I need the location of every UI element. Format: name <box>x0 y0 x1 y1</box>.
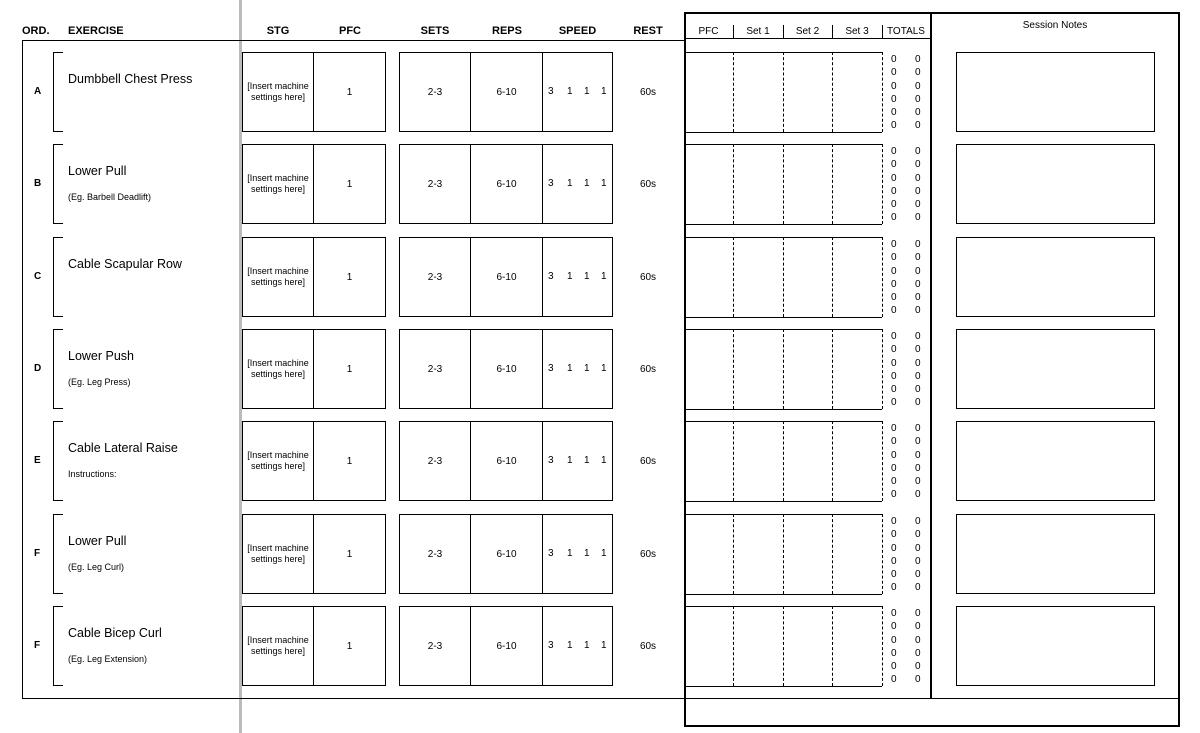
speed-digit: 1 <box>584 640 590 651</box>
total-value: 0 <box>891 647 897 659</box>
stg-settings[interactable]: [Insert machine settings here] <box>247 266 309 287</box>
log-row-bottom <box>684 501 882 502</box>
speed-digit: 1 <box>601 548 607 559</box>
exercise-note: (Eg. Leg Extension) <box>68 654 148 664</box>
log-pfc-cell[interactable] <box>685 515 732 593</box>
speed-digit: 3 <box>548 271 554 282</box>
header-ord: ORD. <box>22 25 50 37</box>
speed-digit: 1 <box>584 455 590 466</box>
speed-digit: 1 <box>567 271 573 282</box>
rest-value: 60s <box>639 271 657 283</box>
total-value: 0 <box>891 278 897 290</box>
speed-digit: 1 <box>601 455 607 466</box>
log-set-divider <box>882 329 883 409</box>
total-value: 0 <box>891 292 897 304</box>
log-header-sep <box>882 25 883 38</box>
sets-value: 2-3 <box>427 363 443 375</box>
reps-value: 6-10 <box>496 455 517 467</box>
speed-digit: 1 <box>567 548 573 559</box>
totals-column <box>891 330 939 410</box>
log-set2-cell[interactable] <box>784 607 831 685</box>
total-value: 0 <box>891 608 897 619</box>
session-notes-box[interactable] <box>956 421 1155 501</box>
total-value: 0 <box>891 172 897 184</box>
total-value: 0 <box>891 54 897 65</box>
total-value: 0 <box>915 212 921 224</box>
total-value: 0 <box>891 199 897 211</box>
speed-digit: 3 <box>548 178 554 189</box>
total-value: 0 <box>915 516 921 527</box>
exercise-bracket <box>53 606 63 686</box>
pfc-value: 1 <box>346 271 353 283</box>
reps-speed-sep <box>542 52 543 132</box>
total-value: 0 <box>915 239 921 250</box>
total-value: 0 <box>915 370 921 382</box>
total-value: 0 <box>891 489 897 501</box>
log-set3-cell[interactable] <box>833 145 881 223</box>
total-value: 0 <box>915 344 921 356</box>
log-set-divider <box>882 237 883 317</box>
exercise-bracket <box>53 329 63 409</box>
total-value: 0 <box>915 159 921 171</box>
speed-digit: 1 <box>601 86 607 97</box>
totals-column <box>891 422 939 502</box>
speed-digit: 1 <box>567 363 573 374</box>
log-pfc-cell[interactable] <box>685 145 732 223</box>
log-set-divider <box>882 52 883 132</box>
session-notes-box[interactable] <box>956 144 1155 224</box>
log-set2-cell[interactable] <box>784 145 831 223</box>
total-value: 0 <box>915 621 921 633</box>
log-pfc-cell[interactable] <box>685 238 732 316</box>
total-value: 0 <box>891 212 897 224</box>
pfc-value: 1 <box>346 455 353 467</box>
total-value: 0 <box>891 146 897 157</box>
exercise-bracket <box>53 421 63 501</box>
total-value: 0 <box>891 239 897 250</box>
total-value: 0 <box>891 436 897 448</box>
exercise-name[interactable]: Dumbbell Chest Press <box>68 72 193 86</box>
total-value: 0 <box>891 462 897 474</box>
row-ord: A <box>34 86 42 97</box>
total-value: 0 <box>915 529 921 541</box>
speed-digit: 3 <box>548 86 554 97</box>
sets-value: 2-3 <box>427 86 443 98</box>
speed-digit: 1 <box>584 271 590 282</box>
total-value: 0 <box>891 305 897 317</box>
log-header-sep <box>832 25 833 38</box>
total-value: 0 <box>915 661 921 673</box>
exercise-name[interactable]: Cable Scapular Row <box>68 257 182 271</box>
log-set1-cell[interactable] <box>734 238 782 316</box>
log-set-divider <box>882 421 883 501</box>
total-value: 0 <box>891 331 897 342</box>
rest-value: 60s <box>639 363 657 375</box>
log-set3-cell[interactable] <box>833 422 881 500</box>
totals-column <box>891 515 939 595</box>
log-set-divider <box>882 606 883 686</box>
session-notes-box[interactable] <box>956 606 1155 686</box>
log-header-sep <box>733 25 734 38</box>
total-value: 0 <box>915 199 921 211</box>
header-rest: REST <box>633 25 663 37</box>
exercise-bracket <box>53 144 63 224</box>
speed-digit: 1 <box>601 640 607 651</box>
sets-value: 2-3 <box>427 271 443 283</box>
log-header-line <box>684 38 932 39</box>
total-value: 0 <box>915 608 921 619</box>
sets-value: 2-3 <box>427 178 443 190</box>
plan-left-line <box>22 40 23 699</box>
total-value: 0 <box>915 449 921 461</box>
reps-speed-sep <box>542 514 543 594</box>
total-value: 0 <box>915 185 921 197</box>
total-value: 0 <box>891 80 897 92</box>
exercise-name[interactable]: Lower Push <box>68 349 135 363</box>
log-set1-cell[interactable] <box>734 330 782 408</box>
total-value: 0 <box>915 67 921 79</box>
speed-digit: 1 <box>584 548 590 559</box>
sets-value: 2-3 <box>427 548 443 560</box>
rest-value: 60s <box>639 86 657 98</box>
total-value: 0 <box>891 357 897 369</box>
total-value: 0 <box>891 621 897 633</box>
speed-digit: 1 <box>601 271 607 282</box>
log-pfc-cell[interactable] <box>685 53 732 131</box>
rest-value: 60s <box>639 640 657 652</box>
reps-speed-sep <box>542 606 543 686</box>
pfc-value: 1 <box>346 363 353 375</box>
exercise-note: (Eg. Leg Curl) <box>68 562 125 572</box>
total-value: 0 <box>891 397 897 409</box>
total-value: 0 <box>891 107 897 119</box>
total-value: 0 <box>891 476 897 488</box>
session-notes-box[interactable] <box>956 52 1155 132</box>
total-value: 0 <box>915 305 921 317</box>
total-value: 0 <box>915 172 921 184</box>
sets-value: 2-3 <box>427 455 443 467</box>
log-row-bottom <box>684 409 882 410</box>
session-notes-box[interactable] <box>956 329 1155 409</box>
header-stg: STG <box>266 25 290 37</box>
reps-value: 6-10 <box>496 548 517 560</box>
total-value: 0 <box>915 107 921 119</box>
row-ord: C <box>34 271 42 282</box>
exercise-note: (Eg. Barbell Deadlift) <box>68 192 152 202</box>
stg-settings[interactable]: [Insert machine settings here] <box>247 358 309 379</box>
totals-column <box>891 238 939 318</box>
speed-digit: 3 <box>548 455 554 466</box>
row-ord: E <box>34 455 41 466</box>
exercise-bracket <box>53 237 63 317</box>
total-value: 0 <box>915 569 921 581</box>
reps-speed-sep <box>542 237 543 317</box>
reps-speed-sep <box>542 144 543 224</box>
log-set-divider <box>882 144 883 224</box>
log-set3-cell[interactable] <box>833 53 881 131</box>
exercise-bracket <box>53 514 63 594</box>
log-header-totals: TOTALS <box>887 26 925 37</box>
speed-digit: 1 <box>584 178 590 189</box>
session-notes-box[interactable] <box>956 237 1155 317</box>
session-notes-box[interactable] <box>956 514 1155 594</box>
total-value: 0 <box>915 647 921 659</box>
exercise-name[interactable]: Cable Bicep Curl <box>68 626 162 640</box>
total-value: 0 <box>915 674 921 686</box>
log-bottom-line <box>684 698 1180 699</box>
total-value: 0 <box>915 397 921 409</box>
log-set1-cell[interactable] <box>734 422 782 500</box>
total-value: 0 <box>915 489 921 501</box>
total-value: 0 <box>915 357 921 369</box>
log-pfc-cell[interactable] <box>685 607 732 685</box>
total-value: 0 <box>891 423 897 434</box>
total-value: 0 <box>891 370 897 382</box>
exercise-note: Instructions: <box>68 469 117 479</box>
total-value: 0 <box>891 120 897 132</box>
speed-digit: 3 <box>548 363 554 374</box>
log-set3-cell[interactable] <box>833 607 881 685</box>
log-header-sep <box>783 25 784 38</box>
total-value: 0 <box>915 436 921 448</box>
total-value: 0 <box>891 542 897 554</box>
stg-settings[interactable]: [Insert machine settings here] <box>247 450 309 471</box>
total-value: 0 <box>891 582 897 594</box>
total-value: 0 <box>891 67 897 79</box>
total-value: 0 <box>891 661 897 673</box>
row-ord: D <box>34 363 42 374</box>
rest-value: 60s <box>639 548 657 560</box>
speed-digit: 1 <box>567 178 573 189</box>
total-value: 0 <box>915 476 921 488</box>
header-speed: SPEED <box>558 25 597 37</box>
speed-digit: 1 <box>601 363 607 374</box>
log-set3-cell[interactable] <box>833 330 881 408</box>
total-value: 0 <box>915 542 921 554</box>
log-row-bottom <box>684 224 882 225</box>
total-value: 0 <box>915 278 921 290</box>
total-value: 0 <box>891 674 897 686</box>
total-value: 0 <box>891 93 897 105</box>
log-set1-cell[interactable] <box>734 515 782 593</box>
total-value: 0 <box>915 634 921 646</box>
reps-value: 6-10 <box>496 363 517 375</box>
total-value: 0 <box>915 80 921 92</box>
total-value: 0 <box>891 555 897 567</box>
header-sets: SETS <box>420 25 450 37</box>
total-value: 0 <box>891 569 897 581</box>
stg-settings[interactable]: [Insert machine settings here] <box>247 543 309 564</box>
speed-digit: 1 <box>567 640 573 651</box>
total-value: 0 <box>891 252 897 264</box>
rest-value: 60s <box>639 455 657 467</box>
log-set2-cell[interactable] <box>784 330 831 408</box>
stg-settings[interactable]: [Insert machine settings here] <box>247 635 309 656</box>
reps-value: 6-10 <box>496 178 517 190</box>
speed-digit: 3 <box>548 640 554 651</box>
speed-digit: 1 <box>584 363 590 374</box>
total-value: 0 <box>915 54 921 65</box>
exercise-note: (Eg. Leg Press) <box>68 377 131 387</box>
pfc-value: 1 <box>346 640 353 652</box>
log-header-pfc: PFC <box>698 26 719 37</box>
stg-settings[interactable]: [Insert machine settings here] <box>247 81 309 102</box>
log-header-set2: Set 2 <box>795 26 820 37</box>
log-set2-cell[interactable] <box>784 515 831 593</box>
log-row-bottom <box>684 594 882 595</box>
header-reps: REPS <box>492 25 522 37</box>
log-header-set1: Set 1 <box>746 26 770 37</box>
log-row-bottom <box>684 317 882 318</box>
total-value: 0 <box>915 331 921 342</box>
total-value: 0 <box>891 516 897 527</box>
total-value: 0 <box>891 265 897 277</box>
speed-digit: 1 <box>601 178 607 189</box>
speed-digit: 1 <box>567 86 573 97</box>
log-set-divider <box>882 514 883 594</box>
session-notes-title: Session Notes <box>1022 20 1088 31</box>
total-value: 0 <box>915 252 921 264</box>
exercise-bracket <box>53 52 63 132</box>
totals-column <box>891 53 939 133</box>
log-set3-cell[interactable] <box>833 515 881 593</box>
row-ord: F <box>34 640 41 651</box>
total-value: 0 <box>891 185 897 197</box>
total-value: 0 <box>891 634 897 646</box>
total-value: 0 <box>915 265 921 277</box>
exercise-name[interactable]: Lower Pull <box>68 164 127 178</box>
total-value: 0 <box>915 423 921 434</box>
reps-value: 6-10 <box>496 86 517 98</box>
speed-digit: 3 <box>548 548 554 559</box>
log-set2-cell[interactable] <box>784 53 831 131</box>
log-row-bottom <box>684 132 882 133</box>
reps-speed-sep <box>542 329 543 409</box>
exercise-name[interactable]: Lower Pull <box>68 534 127 548</box>
total-value: 0 <box>915 582 921 594</box>
speed-digit: 1 <box>584 86 590 97</box>
total-value: 0 <box>891 159 897 171</box>
header-exercise: EXERCISE <box>68 25 124 37</box>
header-pfc: PFC <box>339 25 361 37</box>
rest-value: 60s <box>639 178 657 190</box>
reps-speed-sep <box>542 421 543 501</box>
total-value: 0 <box>891 344 897 356</box>
reps-value: 6-10 <box>496 271 517 283</box>
total-value: 0 <box>915 146 921 157</box>
log-set1-cell[interactable] <box>734 53 782 131</box>
log-header-set3: Set 3 <box>845 26 869 37</box>
reps-value: 6-10 <box>496 640 517 652</box>
total-value: 0 <box>915 555 921 567</box>
log-pfc-cell[interactable] <box>685 422 732 500</box>
total-value: 0 <box>915 384 921 396</box>
total-value: 0 <box>891 384 897 396</box>
total-value: 0 <box>891 529 897 541</box>
total-value: 0 <box>891 449 897 461</box>
total-value: 0 <box>915 93 921 105</box>
row-ord: B <box>34 178 42 189</box>
pfc-value: 1 <box>346 178 353 190</box>
totals-column <box>891 145 939 225</box>
row-ord: F <box>34 548 41 559</box>
pfc-value: 1 <box>346 86 353 98</box>
log-set3-cell[interactable] <box>833 238 881 316</box>
total-value: 0 <box>915 292 921 304</box>
plan-header-line <box>22 40 684 41</box>
log-set1-cell[interactable] <box>734 607 782 685</box>
totals-column <box>891 607 939 687</box>
log-set2-cell[interactable] <box>784 238 831 316</box>
exercise-name[interactable]: Cable Lateral Raise <box>68 441 178 455</box>
log-set1-cell[interactable] <box>734 145 782 223</box>
log-row-bottom <box>684 686 882 687</box>
sets-value: 2-3 <box>427 640 443 652</box>
stg-settings[interactable]: [Insert machine settings here] <box>247 173 309 194</box>
pfc-value: 1 <box>346 548 353 560</box>
total-value: 0 <box>915 462 921 474</box>
log-set2-cell[interactable] <box>784 422 831 500</box>
total-value: 0 <box>915 120 921 132</box>
speed-digit: 1 <box>567 455 573 466</box>
log-pfc-cell[interactable] <box>685 330 732 408</box>
plan-bottom-line <box>22 698 684 699</box>
